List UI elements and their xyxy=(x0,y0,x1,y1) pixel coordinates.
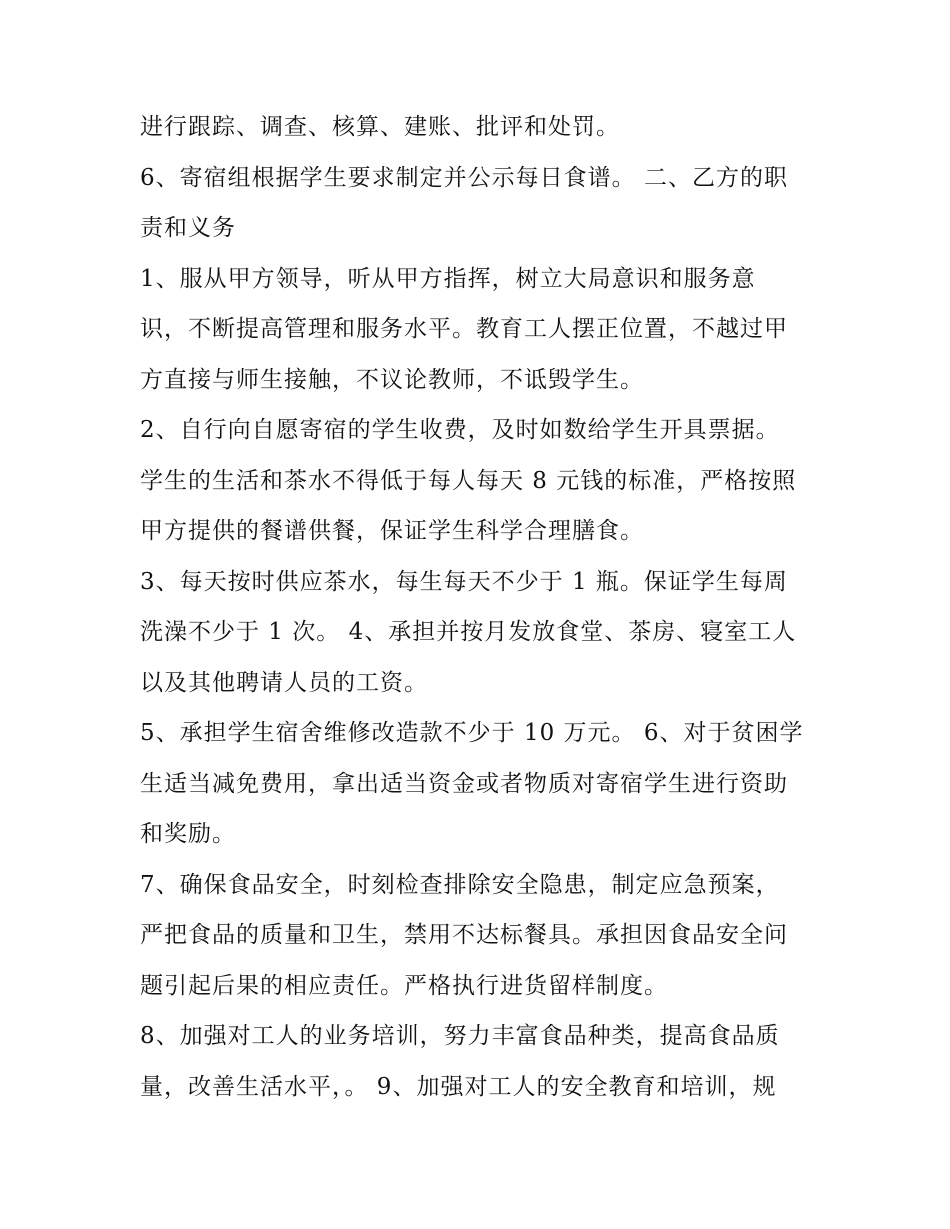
text-line: 3、每天按时供应茶水，每生每天不少于 1 瓶。保证学生每周 xyxy=(140,568,788,595)
text-line: 7、确保食品安全，时刻检查排除安全隐患，制定应急预案， xyxy=(140,871,780,898)
text-line: 洗澡不少于 1 次。 4、承担并按月发放食堂、茶房、寝室工人 xyxy=(140,619,797,645)
text-line: 学生的生活和茶水不得低于每人每天 8 元钱的标准，严格按照 xyxy=(140,467,797,494)
text-line: 5、承担学生宿舍维修改造款不少于 10 万元。 6、对于贫困学 xyxy=(140,720,804,746)
text-line: 和奖励。 xyxy=(140,821,236,847)
text-line: 以及其他聘请人员的工资。 xyxy=(140,669,428,696)
text-line: 甲方提供的餐谱供餐，保证学生科学合理膳食。 xyxy=(140,518,644,544)
text-line: 进行跟踪、调查、核算、建账、批评和处罚。 xyxy=(140,114,620,140)
text-line: 生适当减免费用，拿出适当资金或者物质对寄宿学生进行资助 xyxy=(140,770,788,797)
text-line: 方直接与师生接触，不议论教师，不诋毁学生。 xyxy=(140,366,644,393)
text-line: 8、加强对工人的业务培训，努力丰富食品种类，提高食品质 xyxy=(140,1023,780,1049)
text-line: 严把食品的质量和卫生，禁用不达标餐具。承担因食品安全问 xyxy=(140,922,788,948)
text-line: 题引起后果的相应责任。严格执行进货留样制度。 xyxy=(140,972,668,999)
text-line: 1、服从甲方领导，听从甲方指挥，树立大局意识和服务意 xyxy=(140,265,756,292)
text-line: 6、寄宿组根据学生要求制定并公示每日食谱。 二、乙方的职 xyxy=(140,164,788,191)
text-line: 识，不断提高管理和服务水平。教育工人摆正位置，不越过甲 xyxy=(140,316,788,342)
text-line: 量，改善生活水平，。 9、加强对工人的安全教育和培训，规 xyxy=(140,1073,777,1100)
document-body xyxy=(140,102,830,1112)
text-line: 责和义务 xyxy=(140,215,236,241)
text-line: 2、自行向自愿寄宿的学生收费，及时如数给学生开具票据。 xyxy=(140,417,780,443)
